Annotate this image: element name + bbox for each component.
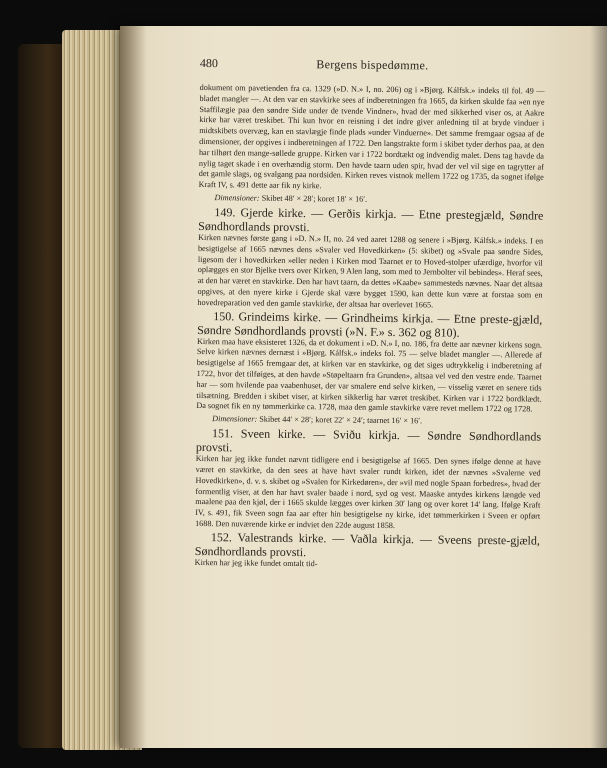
entry-body: Kirken nævnes første gang i »D. N.» II, no. 24 ved aaret 1288 og senere i »Bjørg. Kálfsk.» indeks. I en besigtigelse af 1665 nævnes dens »Svaler ved Hovedkirken» (5: skibet) og »Svale paa søndre Sides, ligesom der i hovedkirken »eller neden i Kirken mod Taarnet er to Hoved-stolper ufærdige, hvorfor vil oplægges en stor Bjelke tvers over Kirken, 9 Alen lang, som med to Jernbolter vil bebindes». Heraf sees, at den har været en stavkirke. Den har havt taarn, da dettes »Kaabe» sammesteds nævnes. Naar det altsaa opgives, at den nyere kirke i Gjerde skal være bygget 1590, kan dette kun være at forstaa som en hovedreparation ved den gamle stavkirke, der altsaa har overlevet 1665. xyxy=(197,232,544,310)
entry-152 xyxy=(195,530,540,572)
entry-151 xyxy=(195,426,541,533)
entry-number: 150. xyxy=(213,308,235,323)
running-header xyxy=(200,56,545,75)
entry-heading xyxy=(196,426,541,458)
page-content xyxy=(195,56,545,572)
page-edge-shadow xyxy=(590,26,607,748)
entry-name: Valestrands kirke. xyxy=(237,530,327,546)
dimensions-text: Skibet 44′ × 28′; koret 22′ × 24′; taarnet 16′ × 16′. xyxy=(259,414,423,426)
entry-first-line: — Gerðis kirkja. — Etne prestegjæld, Søndre Søndhordlands provsti. xyxy=(198,206,544,235)
entry-body: Kirken maa have eksisteret 1326, da et dokument i »D. N.» I, no. 186, fra dette aar nævner kirkens sogn. Selve kirken nævnes dernæst i »Bjørg. Kálfsk.» indeks fol. 75 — selve bladet mangler —. Allerede af besigtigelse af 1665 fremgaar det, at kirken var en stavkirke, og det siges udtrykkelig i indberetning af 1722, hvor det tilføiges, at den havde »Støpeltaarn fra Grunden», altsaa vel ved den vestre ende. Taarnet har — som hvilende paa vaabenhuset, der var smalere end selve kirken, — visselig været en senere tids tilsætning. Bredden i skibet viser, at kirken sikkerlig har været treskibet. Kirken var i 1722 bordklædt. Da sognet fik en ny tømmerkirke ca. 1728, maa den gamle stavkirke være revet mellem 1722 og 1728. xyxy=(196,336,543,414)
dimensions-label: Dimensioner: xyxy=(214,193,260,203)
intro-dimensions xyxy=(214,192,543,206)
entry-150 xyxy=(196,309,542,428)
entry-heading xyxy=(197,309,542,341)
entry-name: Grindeims kirke. xyxy=(238,308,322,324)
entry-heading xyxy=(195,530,540,562)
entry-number: 149. xyxy=(214,205,236,220)
entry-number: 151. xyxy=(211,426,234,441)
entry-dimensions xyxy=(212,413,541,427)
intro-paragraph: dokument om pavetienden fra ca. 1329 (»D. N.» I, no. 206) og i »Bjørg. Kálfsk.» indeks til fol. 49 — bladet mangler —. At den var en stavkirke sees af indberetningen fra 1665, da kirken skulde faa »en nye Staffilægie paa den søndre Side under de tvende Vindner», hvad der med sikkerhed viser os, at Aakre kirke har været treskibet. Thi kun hvor en reisning i det indre giver anledning til at bryde vinduer i midtskibets overvæg, kan en stavlægje finde plads »under Vinduerne». Det samme fremgaar ogsaa af de dimensioner, der opgives i indberetningen af 1722. Den langstrakte form i skibet tyder derhos paa, at den har tilhørt den mange-søllede gruppe. Kirken var i 1722 bordtækt og indvendig malet. Dens tag havde da nylig taget skade i en overhændig storm. Den havde taarn uden spir, hvad der vel vil sige en tagrytter af det gamle slags, og svalgang paa nordsiden. Kirken reves vistnok mellem 1722 og 1735, da sognet ifølge Kraft IV, s. 491 dette aar fik ny kirke. xyxy=(198,82,545,191)
page-number: 480 xyxy=(199,56,218,71)
running-title: Bergens bispedømme. xyxy=(316,57,429,73)
entry-heading xyxy=(198,205,543,237)
entry-body: Kirken har jeg ikke fundet omtalt tid- xyxy=(194,557,318,568)
dimensions-text: Skibet 48′ × 28′; koret 18′ × 16′. xyxy=(261,193,368,204)
entry-name: Gjerde kirke. xyxy=(240,205,307,221)
entry-name: Sveen kirke. xyxy=(240,426,306,442)
spine-shadow xyxy=(120,26,146,748)
dimensions-label: Dimensioner: xyxy=(212,414,258,424)
entry-body: Kirken har jeg ikke fundet nævnt tidligere end i besigtigelse af 1665. Den synes ifølge denne at have været en stavkirke, da den sees at have havt svaler rundt kirken, idet der nævnes »Svalerne ved Hovedkirken», d. v. s. skibet og »Svalen for Kirkedøren», der »vil med nogle Spaan forbedres», hvad der formentlig viser, at den har havt svaler baade i nord, syd og vest. Maaske antydes kirkens længde ved maalene paa den kjøl, der i 1665 skulde lægges over kirken 30′ lang og over koret 14′ lang. Ifølge Kraft IV, s. 491, fik Sveen sogn faa aar efter hin besigtigelse ny kirke, idet tømmerkirken i Sveen er opført 1688. Den nuværende kirke er indviet den 22de august 1858. xyxy=(195,454,541,530)
entry-first-line: — Sviðu kirkja. — Søndre Søndhordlands provsti. xyxy=(195,427,542,455)
entry-first-line: — Vaðla kirkja. — Sveens preste-gjæld, Søndhordlands provsti. xyxy=(194,531,541,559)
entry-149 xyxy=(197,205,543,312)
entry-first-line: — Grindheims kirkja. — Etne preste-gjæld, Søndre Søndhordlands provsti (»N. F.» s. 362 og 810). xyxy=(197,309,543,340)
entry-number: 152. xyxy=(210,529,233,545)
